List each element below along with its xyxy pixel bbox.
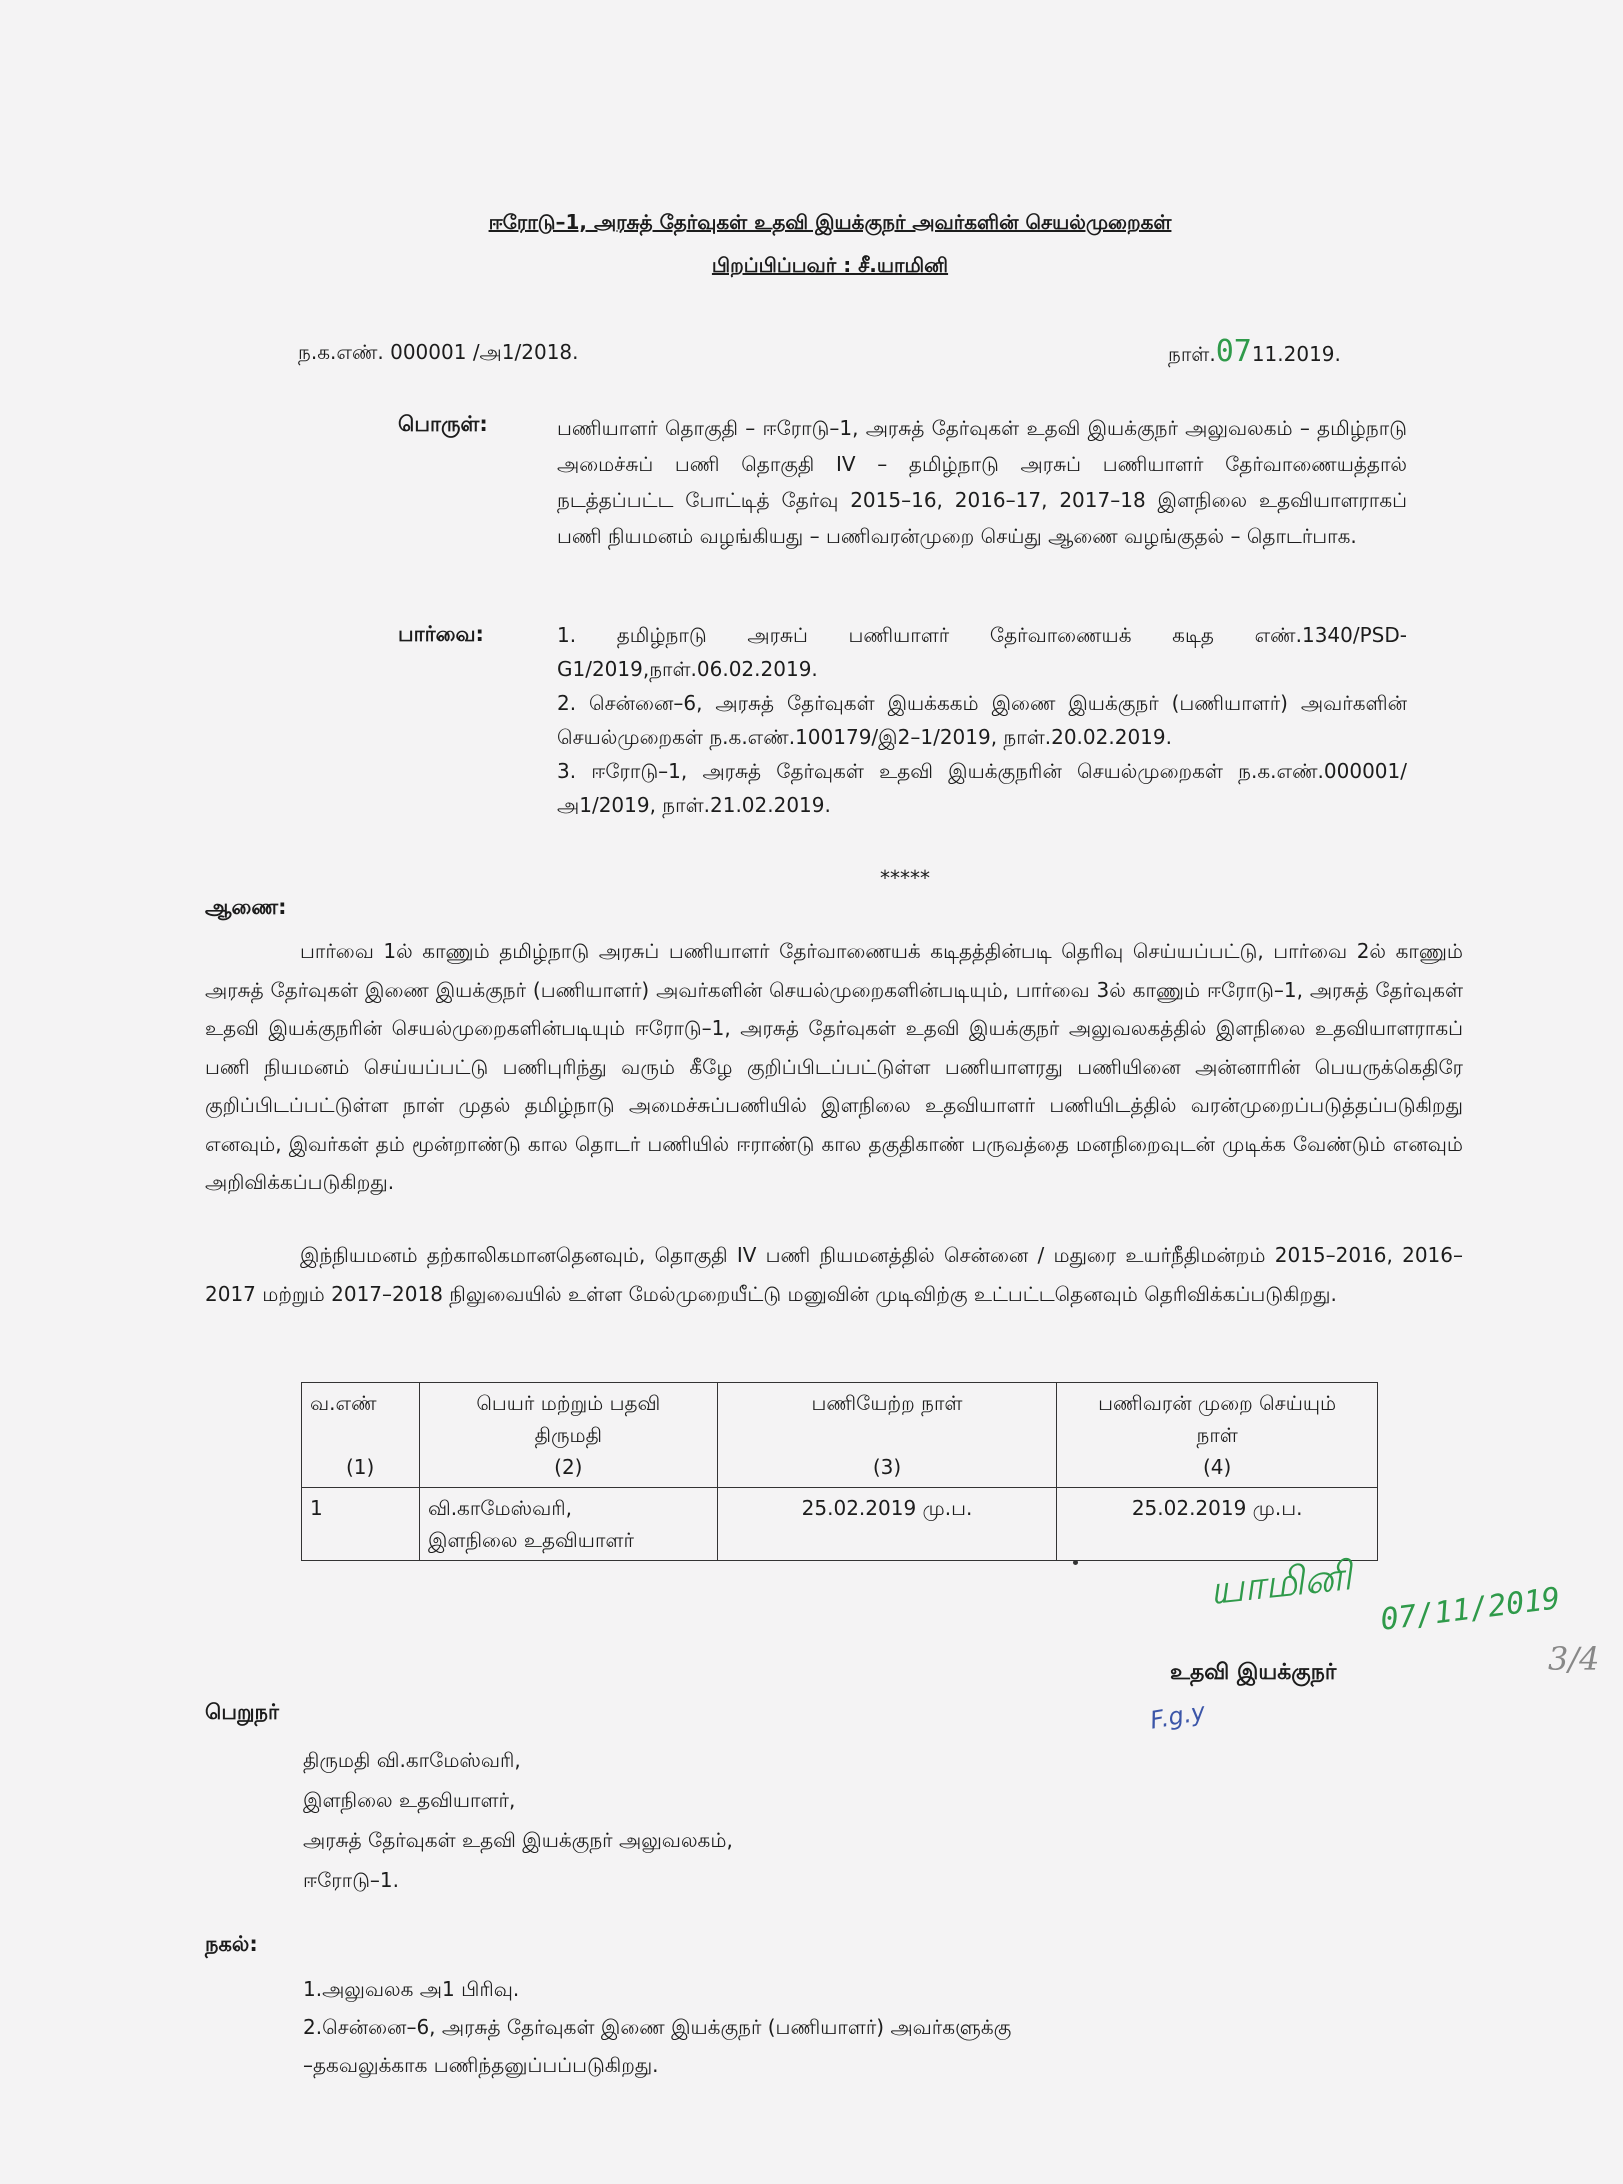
copy-line-3: –தகவலுக்காக பணிந்தனுப்பப்படுகிறது. — [303, 2053, 659, 2077]
reference-number: ந.க.எண். 000001 /அ1/2018. — [298, 340, 579, 364]
references-label: பார்வை: — [398, 622, 484, 646]
header-join-extra — [726, 1419, 1049, 1451]
header-serial — [302, 1383, 420, 1488]
header-name-extra: திருமதி — [534, 1423, 603, 1447]
designation: உதவி இயக்குநர் — [1170, 1660, 1337, 1685]
recipient-line-4: ஈரோடு–1. — [303, 1868, 400, 1892]
recipient-line-3: அரசுத் தேர்வுகள் உதவி இயக்குநர் அலுவலகம், — [303, 1828, 733, 1852]
header-serial-label: வ.எண் — [310, 1391, 377, 1415]
copy-list — [303, 1970, 1011, 2084]
subject-label: பொருள்: — [398, 412, 488, 436]
page-number-mark: 3/4 — [1548, 1640, 1600, 1678]
handwritten-signature: யாமினி — [1207, 1553, 1354, 1614]
issuer-line: பிறப்பிப்பவர் : சீ.யாமினி — [711, 253, 949, 277]
handwritten-signature-date: 07/11/2019 — [1378, 1581, 1563, 1638]
order-paragraph-1: பார்வை 1ல் காணும் தமிழ்நாடு அரசுப் பணியாளர் தேர்வாணையக் கடிதத்தின்படி தெரிவு செய்யப்பட்டு, பார்வை 2ல் காணும் அரசுத் தேர்வுகள் இணை இயக்குநர் (பணியாளர்) அவர்களின் செயல்முறைகளின்படியும், பார்வை 3ல் காணும் ஈரோடு–1, அரசுத் தேர்வுகள் உதவி இயக்குநரின் செயல்முறைகளின்படியும் ஈரோடு–1, அரசுத் தேர்வுகள் உதவி இயக்குநர் அலுவலகத்தில் இளநிலை உதவியாளராகப் பணி நியமனம் செய்யப்பட்டு பணிபுரிந்து வரும் கீழே குறிப்பிடப்பட்டுள்ள பணியாளரது பணியினை அன்னாரின் பெயருக்கெதிரே குறிப்பிடப்பட்டுள்ள நாள் முதல் தமிழ்நாடு அமைச்சுப்பணியில் இளநிலை உதவியாளர் பணியிடத்தில் வரன்முறைப்படுத்தப்படுகிறது எனவும், இவர்கள் தம் மூன்றாண்டு கால தொடர் பணியில் ஈராண்டு கால தகுதிகாண் பருவத்தை மனநிறைவுடன் முடிக்க வேண்டும் எனவும் அறிவிக்கப்படுகிறது. — [205, 939, 1463, 1194]
ink-dot — [1073, 1560, 1078, 1565]
copy-line-1: 1.அலுவலக அ1 பிரிவு. — [303, 1977, 520, 2001]
order-date — [1168, 334, 1341, 372]
copy-line-2: 2.சென்னை–6, அரசுத் தேர்வுகள் இணை இயக்குநர் (பணியாளர்) அவர்களுக்கு — [303, 2015, 1012, 2039]
cell-regularisation-date: 25.02.2019 மு.ப. — [1057, 1488, 1378, 1561]
header-reg-label: பணிவரன் முறை செய்யும் — [1098, 1391, 1337, 1415]
date-suffix: 11.2019. — [1251, 342, 1341, 366]
handwritten-date-day: 07 — [1215, 334, 1252, 369]
recipient-line-1: திருமதி வி.காமேஸ்வரி, — [303, 1748, 521, 1772]
recipient-line-2: இளநிலை உதவியாளர், — [303, 1788, 516, 1812]
cell-post: இளநிலை உதவியாளர் — [427, 1528, 634, 1552]
header-join-date — [717, 1383, 1057, 1488]
reference-item-3: 3. ஈரோடு–1, அரசுத் தேர்வுகள் உதவி இயக்குநரின் செயல்முறைகள் ந.க.எண்.000001/அ1/2019, நாள்.21.02.2019. — [557, 759, 1407, 817]
header-name — [419, 1383, 717, 1488]
header-join-label: பணியேற்ற நாள் — [811, 1391, 963, 1415]
header-regularisation-date — [1057, 1383, 1378, 1488]
date-prefix: நாள். — [1168, 342, 1216, 366]
header-name-label: பெயர் மற்றும் பதவி — [476, 1391, 661, 1415]
header-join-num: (3) — [872, 1455, 902, 1479]
section-separator: ***** — [880, 866, 930, 890]
order-paragraph-2: இந்நியமனம் தற்காலிகமானதெனவும், தொகுதி IV பணி நியமனத்தில் சென்னை / மதுரை உயர்நீதிமன்றம் 2015–2016, 2016–2017 மற்றும் 2017–2018 நிலுவையில் உள்ள மேல்முறையீட்டு மனுவின் முடிவிற்கு உட்பட்டதெனவும் தெரிவிக்கப்படுகிறது. — [205, 1243, 1463, 1306]
header-reg-num: (4) — [1202, 1455, 1232, 1479]
header-serial-extra — [310, 1419, 411, 1451]
cell-name-post — [419, 1488, 717, 1561]
copy-label: நகல்: — [205, 1932, 258, 1956]
header-name-num: (2) — [554, 1455, 583, 1479]
reference-item-1: 1. தமிழ்நாடு அரசுப் பணியாளர் தேர்வாணையக் கடித எண்.1340/PSD-G1/2019,நாள்.06.02.2019. — [557, 623, 1407, 681]
reference-item-2: 2. சென்னை–6, அரசுத் தேர்வுகள் இயக்ககம் இணை இயக்குநர் (பணியாளர்) அவர்களின் செயல்முறைகள் ந.க.எண்.100179/இ2–1/2019, நாள்.20.02.2019. — [557, 691, 1407, 749]
recipient-address — [303, 1740, 733, 1900]
cell-serial: 1 — [302, 1488, 420, 1561]
header-serial-num: (1) — [346, 1455, 375, 1479]
subject-text: பணியாளர் தொகுதி – ஈரோடு–1, அரசுத் தேர்வுகள் உதவி இயக்குநர் அலுவலகம் – தமிழ்நாடு அமைச்சுப் பணி தொகுதி IV – தமிழ்நாடு அரசுப் பணியாளர் தேர்வாணையத்தால் நடத்தப்பட்ட போட்டித் தேர்வு 2015–16, 2016–17, 2017–18 இளநிலை உதவியாளராகப் பணி நியமனம் வழங்கியது – பணிவரன்முறை செய்து ஆணை வழங்குதல் – தொடர்பாக. — [557, 416, 1407, 548]
cell-join-date: 25.02.2019 மு.ப. — [717, 1488, 1057, 1561]
cell-name: வி.காமேஸ்வரி, — [427, 1496, 572, 1520]
staff-table — [301, 1382, 1378, 1561]
references-list — [557, 618, 1407, 822]
page-title: ஈரோடு–1, அரசுத் தேர்வுகள் உதவி இயக்குநர் அவர்களின் செயல்முறைகள் — [488, 210, 1172, 234]
recipient-label: பெறுநர் — [205, 1700, 279, 1724]
header-reg-extra: நாள் — [1196, 1423, 1238, 1447]
table-row — [302, 1488, 1378, 1561]
handwritten-initial: F.g.y — [1147, 1697, 1208, 1735]
table-header-row — [302, 1383, 1378, 1488]
order-label: ஆணை: — [205, 895, 287, 919]
